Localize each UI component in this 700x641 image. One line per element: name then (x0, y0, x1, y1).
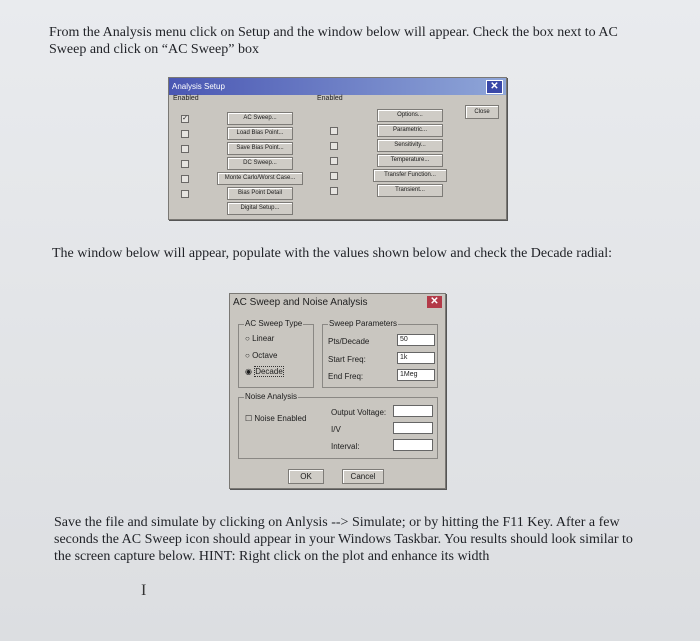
instruction-paragraph-1: From the Analysis menu click on Setup and the window below will appear. Check the box next to AC Sweep and click on “AC Sweep” box (49, 25, 618, 57)
linear-radio[interactable]: ○ Linear (245, 334, 275, 343)
transient-button[interactable]: Transient... (377, 184, 443, 197)
noise-analysis-group (238, 392, 438, 459)
text-cursor-icon: I (141, 582, 147, 599)
start-freq-input[interactable]: 1k (397, 352, 435, 364)
ac-sweep-title: AC Sweep and Noise Analysis (230, 294, 445, 311)
parametric-checkbox[interactable] (330, 142, 338, 150)
dc-sweep-checkbox[interactable] (181, 160, 189, 168)
pts-decade-input[interactable]: 50 (397, 334, 435, 346)
transfer-function-button[interactable]: Transfer Function... (373, 169, 447, 182)
start-freq-label: Start Freq: (328, 355, 366, 364)
output-voltage-label: Output Voltage: (331, 408, 387, 417)
sensitivity-button[interactable]: Sensitivity... (377, 139, 443, 152)
load-bias-point-button[interactable]: Load Bias Point... (227, 127, 293, 140)
ac-sweep-button[interactable]: AC Sweep... (227, 112, 293, 125)
save-bias-point-button[interactable]: Save Bias Point... (227, 142, 293, 155)
output-voltage-input[interactable] (393, 405, 433, 417)
analysis-setup-title: Analysis Setup (169, 78, 506, 95)
noise-analysis-label: Noise Analysis (245, 392, 298, 401)
end-freq-label: End Freq: (328, 372, 364, 381)
linear-label: Linear (252, 334, 275, 343)
decade-label: Decade (255, 367, 283, 376)
save-bias-checkbox[interactable] (181, 145, 189, 153)
ok-button[interactable]: OK (288, 469, 324, 484)
dc-sweep-button[interactable]: DC Sweep... (227, 157, 293, 170)
octave-radio[interactable]: ○ Octave (245, 351, 278, 360)
sensitivity-checkbox[interactable] (330, 157, 338, 165)
cancel-button[interactable]: Cancel (342, 469, 384, 484)
instruction-paragraph-3: Save the file and simulate by clicking on Anlysis --> Simulate; or by hitting the F11 Key. After a few seconds the AC Sweep icon should appear in your Windows Taskbar. You results should look similar to the screen capture below. HINT: Right click on the plot and enhance its width (54, 515, 633, 564)
noise-enabled-checkbox[interactable]: ☐ Noise Enabled (245, 414, 307, 423)
iv-source-label: I/V (331, 425, 341, 434)
interval-input[interactable] (393, 439, 433, 451)
analysis-setup-dialog (168, 77, 507, 220)
iv-source-input[interactable] (393, 422, 433, 434)
temperature-checkbox[interactable] (330, 172, 338, 180)
ac-sweep-type-label: AC Sweep Type (245, 319, 303, 328)
monte-carlo-button[interactable]: Monte Carlo/Worst Case... (217, 172, 303, 185)
transfer-function-checkbox[interactable] (330, 187, 338, 195)
pts-decade-label: Pts/Decade (328, 337, 370, 346)
close-icon[interactable]: ✕ (427, 296, 442, 308)
close-icon[interactable]: ✕ (486, 80, 503, 94)
options-button[interactable]: Options... (377, 109, 443, 122)
interval-label: Interval: (331, 442, 360, 451)
sweep-parameters-label: Sweep Parameters (329, 319, 398, 328)
octave-label: Octave (252, 351, 278, 360)
load-bias-checkbox[interactable] (181, 130, 189, 138)
digital-setup-button[interactable]: Digital Setup... (227, 202, 293, 215)
decade-radio[interactable]: ◉ Decade (245, 367, 283, 376)
sweep-parameters-group (322, 319, 438, 388)
monte-carlo-checkbox[interactable] (181, 175, 189, 183)
ac-sweep-checkbox[interactable] (181, 115, 189, 123)
parametric-button[interactable]: Parametric... (377, 124, 443, 137)
instruction-paragraph-2: The window below will appear, populate with the values shown below and check the Decade radial: (52, 246, 613, 261)
ac-sweep-dialog (229, 293, 446, 489)
temperature-button[interactable]: Temperature... (377, 154, 443, 167)
close-button[interactable]: Close (465, 105, 499, 119)
checkmark-icon: ✓ (182, 115, 188, 122)
enabled-header-left: Enabled (173, 95, 199, 102)
enabled-header-right: Enabled (317, 95, 343, 102)
noise-enabled-label: Noise Enabled (254, 414, 307, 423)
bias-point-detail-button[interactable]: Bias Point Detail (227, 187, 293, 200)
bias-detail-checkbox[interactable] (181, 190, 189, 198)
ac-sweep-type-group (238, 319, 314, 388)
options-checkbox[interactable] (330, 127, 338, 135)
end-freq-input[interactable]: 1Meg (397, 369, 435, 381)
